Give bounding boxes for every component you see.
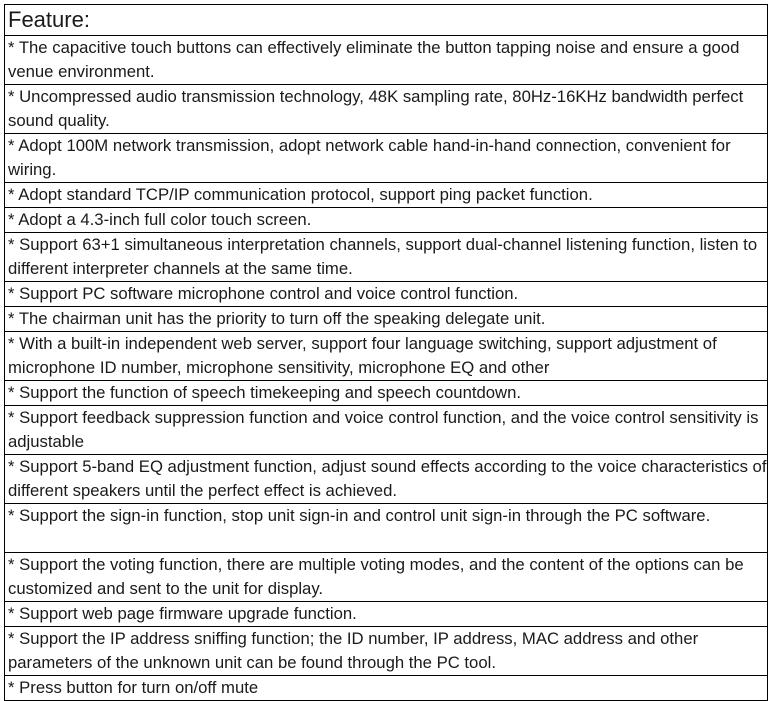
feature-row <box>5 307 768 332</box>
feature-row <box>5 455 768 504</box>
feature-row <box>5 676 768 701</box>
feature-row <box>5 504 768 553</box>
feature-item: * With a built-in independent web server, support four language switching, support adjustment of microphone ID number, microphone sensitivity, microphone EQ and other <box>5 332 768 381</box>
feature-row <box>5 183 768 208</box>
feature-item: * Support the function of speech timekeeping and speech countdown. <box>5 381 768 406</box>
feature-row <box>5 553 768 602</box>
feature-row <box>5 627 768 676</box>
feature-row <box>5 602 768 627</box>
feature-item: * The chairman unit has the priority to turn off the speaking delegate unit. <box>5 307 768 332</box>
feature-row <box>5 36 768 85</box>
feature-item: * Support feedback suppression function and voice control function, and the voice control sensitivity is adjustable <box>5 406 768 455</box>
feature-item: * The capacitive touch buttons can effectively eliminate the button tapping noise and ensure a good venue environment. <box>5 36 768 85</box>
feature-row <box>5 381 768 406</box>
heading-row <box>5 5 768 36</box>
feature-heading: Feature: <box>5 5 768 36</box>
feature-row <box>5 85 768 134</box>
feature-item: * Adopt 100M network transmission, adopt network cable hand-in-hand connection, convenient for wiring. <box>5 134 768 183</box>
feature-item: * Adopt standard TCP/IP communication protocol, support ping packet function. <box>5 183 768 208</box>
feature-item: * Support the IP address sniffing function; the ID number, IP address, MAC address and other parameters of the unknown unit can be found through the PC tool. <box>5 627 768 676</box>
feature-item: * Support the voting function, there are multiple voting modes, and the content of the options can be customized and sent to the unit for display. <box>5 553 768 602</box>
feature-item: * Press button for turn on/off mute <box>5 676 768 701</box>
feature-item: * Support 5-band EQ adjustment function, adjust sound effects according to the voice characteristics of different speakers until the perfect effect is achieved. <box>5 455 768 504</box>
feature-table <box>4 4 768 701</box>
feature-item: * Support PC software microphone control and voice control function. <box>5 282 768 307</box>
feature-row <box>5 282 768 307</box>
feature-item: * Support web page firmware upgrade function. <box>5 602 768 627</box>
feature-item: * Support 63+1 simultaneous interpretation channels, support dual-channel listening function, listen to different interpreter channels at the same time. <box>5 233 768 282</box>
feature-row <box>5 233 768 282</box>
feature-row <box>5 208 768 233</box>
feature-item: * Uncompressed audio transmission technology, 48K sampling rate, 80Hz-16KHz bandwidth perfect sound quality. <box>5 85 768 134</box>
feature-row <box>5 134 768 183</box>
feature-item: * Adopt a 4.3-inch full color touch screen. <box>5 208 768 233</box>
feature-item: * Support the sign-in function, stop unit sign-in and control unit sign-in through the PC software. <box>5 504 768 553</box>
feature-row <box>5 332 768 381</box>
feature-row <box>5 406 768 455</box>
